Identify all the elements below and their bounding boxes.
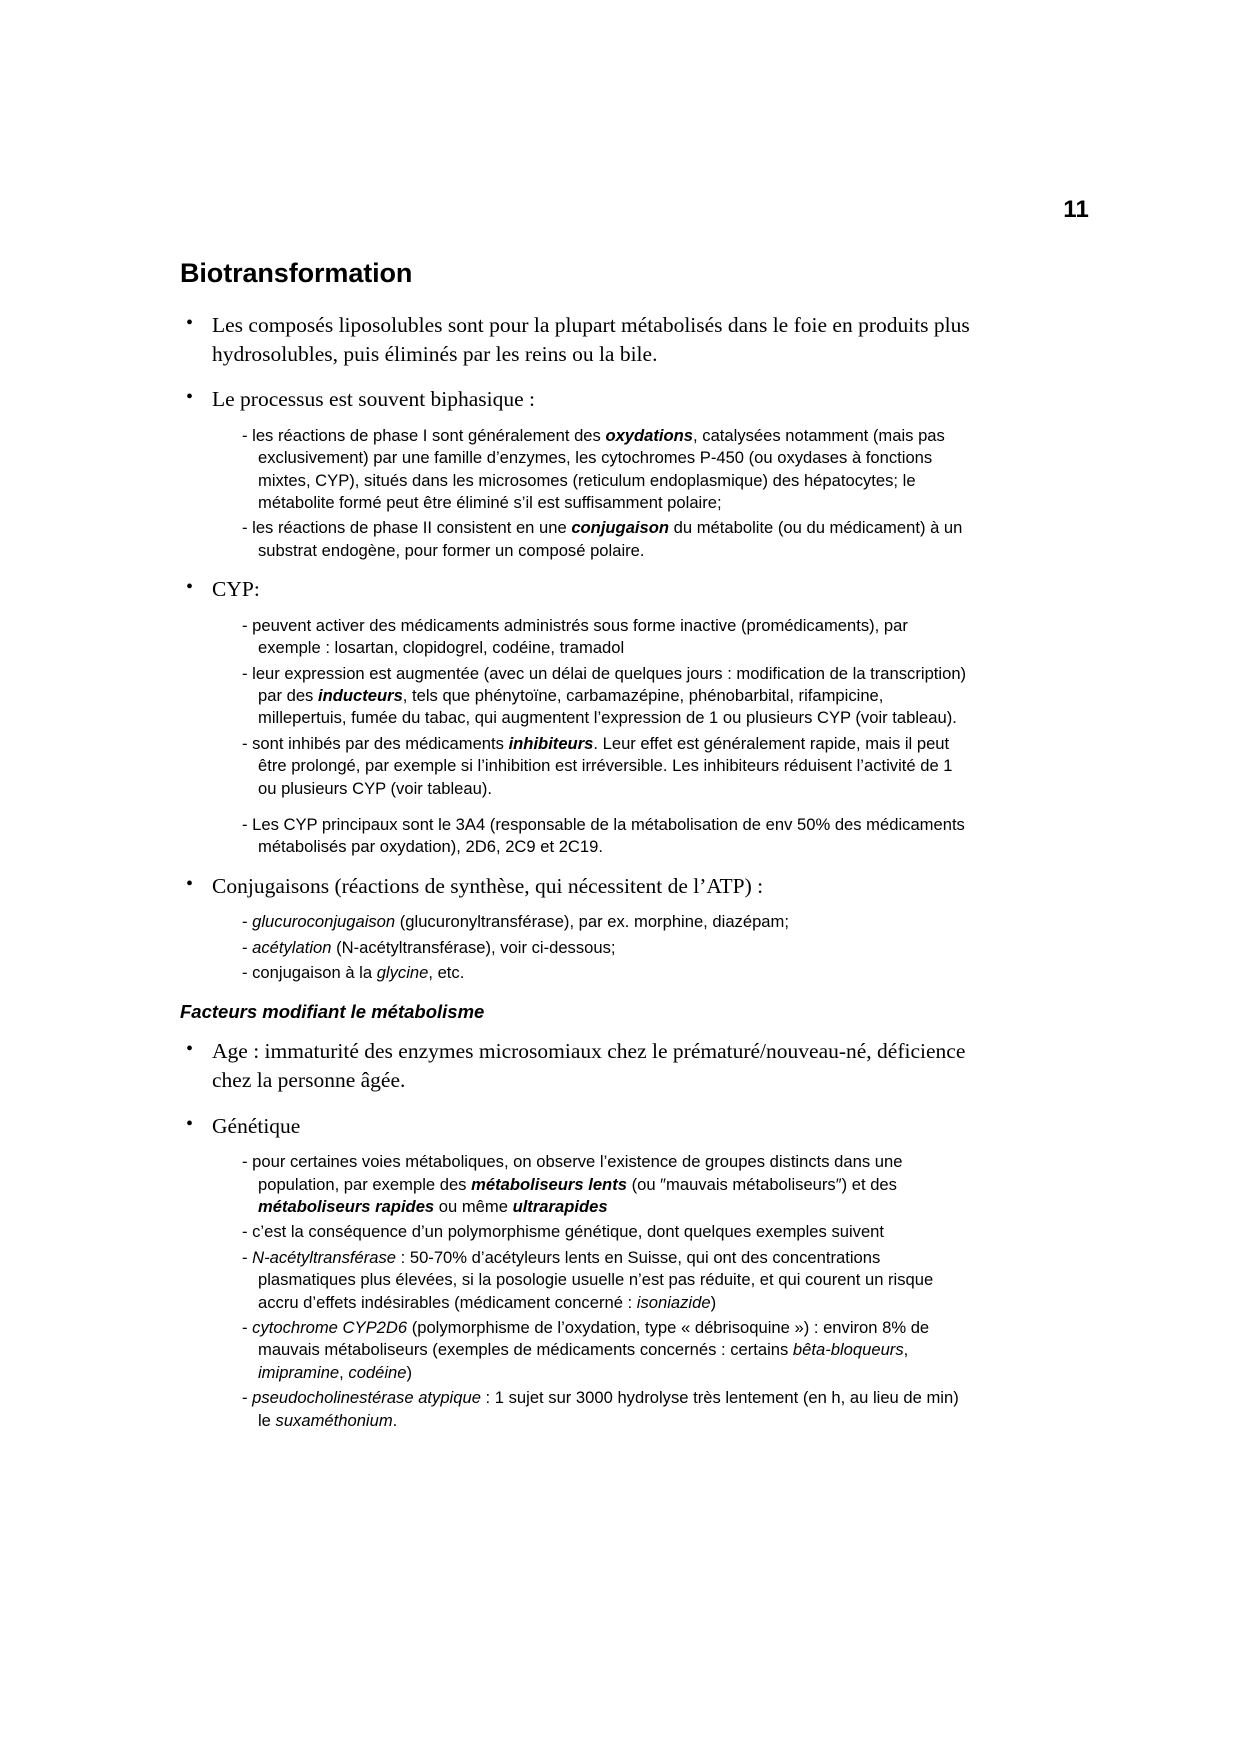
list-item-label: CYP: — [212, 577, 260, 602]
bullet-icon: • — [186, 576, 194, 599]
emphasis-inhibiteurs: inhibiteurs — [508, 733, 594, 753]
list-item-label: Génétique — [212, 1113, 301, 1138]
sub-item-text: (glucuronyltransférase), par ex. morphine, diazépam; — [395, 912, 789, 932]
dash-marker: - — [242, 1247, 253, 1267]
list-item — [180, 385, 970, 414]
emphasis-beta-bloqueurs: bêta-bloqueurs — [792, 1340, 904, 1360]
emphasis-metaboliseurs-lents: métaboliseurs lents — [471, 1174, 627, 1194]
sub-list-item — [180, 1317, 970, 1384]
list-item-label: Le processus est souvent biphasique : — [212, 387, 536, 412]
emphasis-glycine: glycine — [376, 963, 429, 983]
emphasis-inducteurs: inducteurs — [317, 685, 403, 705]
emphasis-conjugaison: conjugaison — [571, 518, 670, 538]
page-title: Biotransformation — [180, 258, 413, 288]
page-number: 11 — [1063, 196, 1089, 223]
emphasis-acetylation: acétylation — [252, 937, 332, 957]
bullet-icon: • — [186, 386, 194, 409]
sub-list-item — [180, 425, 970, 515]
sub-list-item — [180, 911, 970, 933]
document-body — [180, 258, 970, 1432]
sub-item-text-a: - les réactions de phase II consistent en une — [242, 518, 572, 538]
bullet-icon: • — [186, 872, 194, 895]
sub-list-item — [180, 1387, 970, 1432]
sub-item-text-d: ) — [406, 1362, 413, 1382]
sub-item-text-b: ) — [710, 1292, 717, 1312]
bullet-icon: • — [186, 1038, 194, 1061]
list-item — [180, 1037, 970, 1094]
sub-item-text: , etc. — [428, 963, 465, 983]
list-item — [180, 311, 970, 368]
emphasis-n-acetyltransferase: N-acétyltransférase — [252, 1247, 397, 1267]
sub-item-text-a: - les réactions de phase I sont généralement des — [242, 425, 606, 445]
sub-list-item: - peuvent activer des médicaments administrés sous forme inactive (promédicaments), par exemple : losartan, clopidogrel, codéine, tramadol — [242, 615, 908, 658]
list-item — [180, 1112, 970, 1141]
dash-marker: - — [242, 1318, 253, 1337]
sub-item-text-c: , — [339, 1362, 349, 1382]
sub-item-text-a: - leur expression est augmentée (avec un délai de quelques jours : modification de la transcription) par des — [242, 663, 967, 705]
list-item — [180, 872, 970, 901]
sub-item-text-b: , — [903, 1340, 909, 1360]
bullet-icon: • — [186, 1112, 194, 1135]
dash-marker: - — [242, 937, 253, 957]
list-item-label: Les composés liposolubles sont pour la plupart métabolisés dans le foie en produits plus hydrosolubles, puis éliminés par les reins ou la bile. — [212, 313, 970, 366]
sub-item-text-a: - pour certaines voies métaboliques, on observe l’existence de groupes distincts dans une population, par exemple des — [242, 1152, 903, 1194]
sub-item-text-b: . Leur effet est généralement rapide, mais il peut être prolongé, par exemple si l’inhibition est irréversible. Les inhibiteurs réduisent l’activité de 1 ou plusieurs CYP (voir tableau). — [258, 733, 953, 798]
emphasis-cytochrome-cyp2d6: cytochrome CYP2D6 — [252, 1318, 408, 1337]
emphasis-isoniazide: isoniazide — [636, 1292, 711, 1312]
list-item-label: Age : immaturité des enzymes microsomiaux chez le prématuré/nouveau-né, déficience chez la personne âgée. — [212, 1039, 966, 1093]
sub-item-text-a: : 1 sujet sur 3000 hydrolyse très lentement (en h, au lieu de min) le — [258, 1388, 959, 1430]
bullet-icon: • — [186, 312, 194, 335]
emphasis-glucuroconjugaison: glucuroconjugaison — [252, 912, 396, 932]
sub-item-text: (N-acétyltransférase), voir ci-dessous; — [331, 937, 616, 957]
dash-marker: - — [242, 912, 253, 932]
sub-item-text-a: - sont inhibés par des médicaments — [242, 733, 509, 753]
dash-marker: - conjugaison à la — [242, 963, 377, 983]
section-heading-facteurs: Facteurs modifiant le métabolisme — [180, 1001, 485, 1023]
sub-list-item — [180, 937, 970, 959]
sub-item-text-a: (polymorphisme de l’oxydation, type « débrisoquine ») : environ 8% de mauvais métaboliseurs (exemples de médicaments concernés : certains — [258, 1318, 930, 1360]
sub-item-text-b: (ou ″mauvais métaboliseurs″) et des — [626, 1174, 897, 1194]
sub-list-item — [180, 1247, 970, 1314]
emphasis-pseudocholinesterase: pseudocholinestérase atypique — [252, 1388, 481, 1408]
sub-item-text-b: , catalysées notamment (mais pas exclusivement) par une famille d’enzymes, les cytochromes P-450 (ou oxydases à fonctions mixtes, CYP), situés dans les microsomes (reticulum endoplasmique) des hépatocytes; le métabolite formé peut être éliminé s’il est suffisamment polaire; — [258, 425, 945, 512]
emphasis-suxamethonium: suxaméthonium — [275, 1410, 393, 1430]
dash-marker: - — [242, 1388, 253, 1408]
sub-item-text-a: : 50-70% d’acétyleurs lents en Suisse, qui ont des concentrations plasmatiques plus élevées, si la posologie usuelle n’est pas réduite, et qui courent un risque accru d’effets indésirables (médicament concerné : — [258, 1247, 934, 1312]
emphasis-codeine: codéine — [348, 1362, 407, 1382]
sub-list-item — [180, 663, 970, 730]
emphasis-ultrarapides: ultrarapides — [512, 1197, 608, 1217]
emphasis-oxydations: oxydations — [605, 425, 694, 445]
list-item — [180, 575, 970, 604]
list-item-label: Conjugaisons (réactions de synthèse, qui nécessitent de l’ATP) : — [212, 873, 764, 898]
emphasis-imipramine: imipramine — [258, 1362, 340, 1382]
sub-item-text-b: . — [392, 1410, 398, 1430]
sub-item-text-b: , tels que phénytoïne, carbamazépine, phénobarbital, rifampicine, millepertuis, fumée du tabac, qui augmentent l’expression de 1 ou plusieurs CYP (voir tableau). — [258, 685, 957, 728]
sub-list-item: - Les CYP principaux sont le 3A4 (responsable de la métabolisation de env 50% des médicaments métabolisés par oxydation), 2D6, 2C9 et 2C19. — [242, 814, 965, 857]
sub-item-text-b: du métabolite (ou du médicament) à un substrat endogène, pour former un composé polaire. — [258, 518, 963, 560]
sub-list-item — [180, 962, 970, 984]
sub-list-item: - c’est la conséquence d’un polymorphisme génétique, dont quelques exemples suivent — [242, 1222, 885, 1242]
sub-list-item — [180, 1151, 970, 1218]
sub-list-item — [180, 517, 970, 562]
sub-item-text-c: ou même — [434, 1197, 513, 1217]
emphasis-metaboliseurs-rapides: métaboliseurs rapides — [258, 1197, 435, 1217]
sub-list-item — [180, 733, 970, 800]
